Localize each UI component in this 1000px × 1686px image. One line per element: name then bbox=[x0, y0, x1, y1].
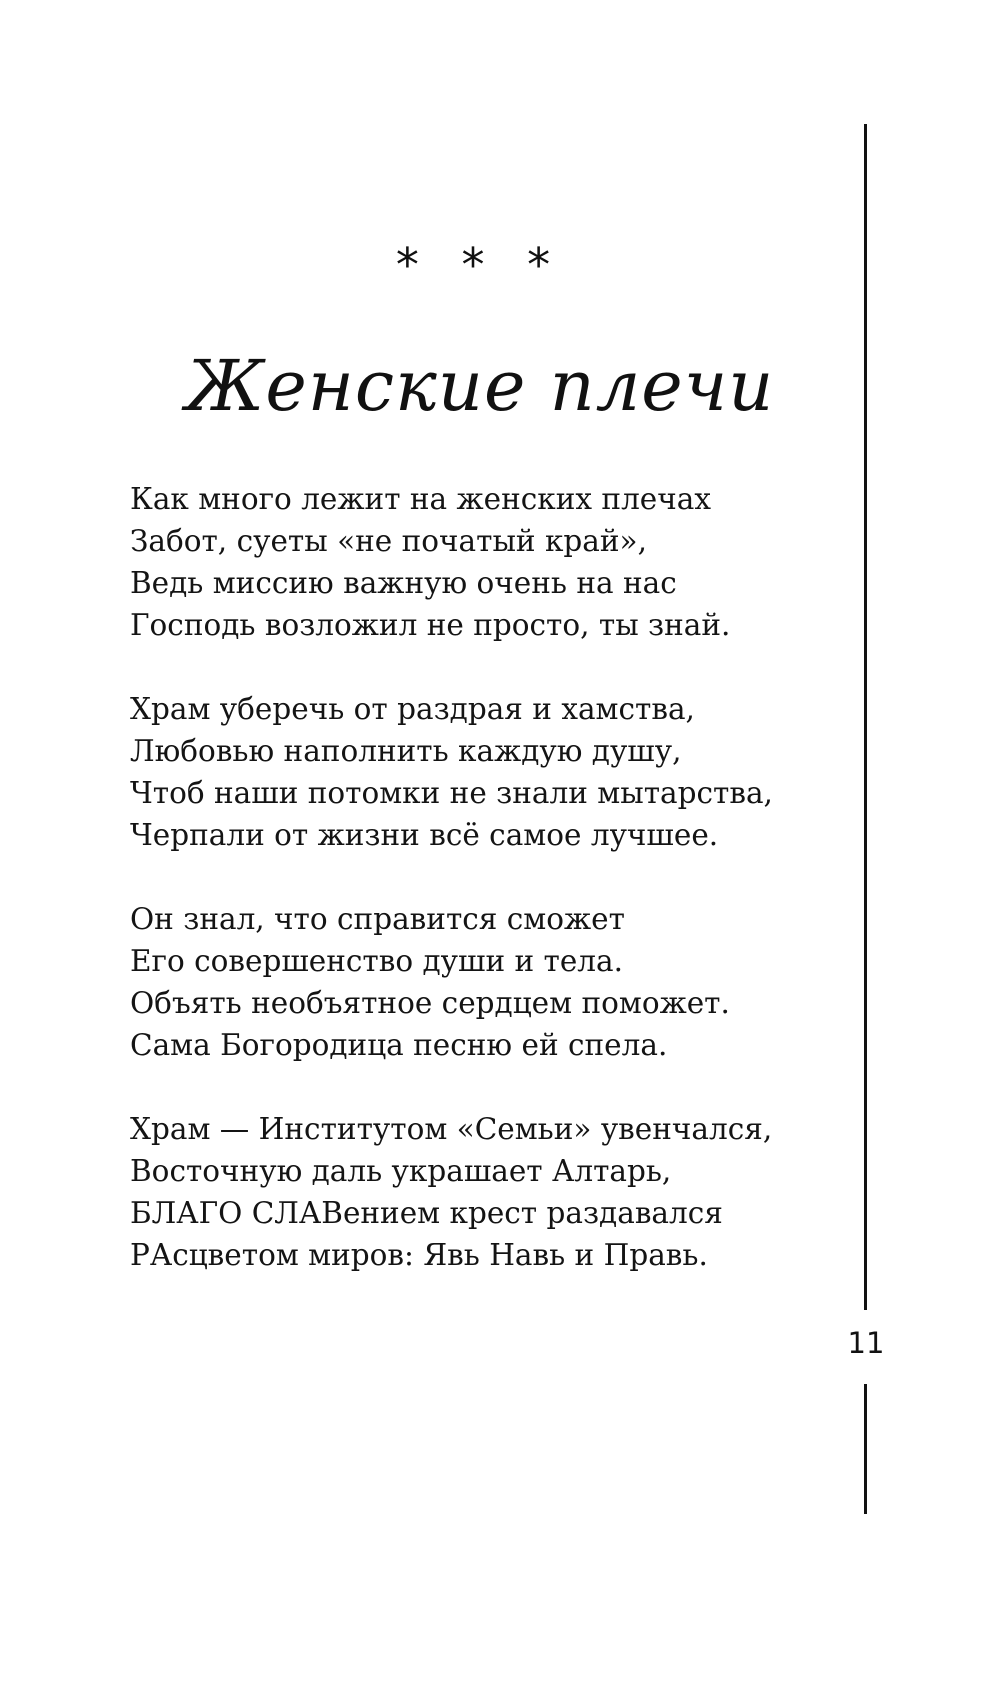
poem-title: Женские плечи bbox=[185, 345, 775, 427]
poem-line: Господь возложил не просто, ты знай. bbox=[130, 608, 731, 642]
stanza-2 bbox=[130, 688, 830, 856]
poem-line: Храм — Институтом «Семьи» увенчался, bbox=[130, 1112, 773, 1146]
poem-line: РАсцветом миров: Явь Навь и Правь. bbox=[130, 1238, 708, 1272]
stanza-3 bbox=[130, 898, 830, 1066]
stanza-4 bbox=[130, 1108, 830, 1276]
stanza-1 bbox=[130, 478, 830, 646]
page-number: 11 bbox=[847, 1326, 885, 1360]
poem-body bbox=[130, 478, 830, 1318]
poem-line: БЛАГО СЛАВением крест раздавался bbox=[130, 1196, 723, 1230]
poem-line: Ведь миссию важную очень на нас bbox=[130, 566, 677, 600]
poem-line: Храм уберечь от раздрая и хамства, bbox=[130, 692, 695, 726]
poem-line: Сама Богородица песню ей спела. bbox=[130, 1028, 668, 1062]
poem-line: Объять необъятное сердцем поможет. bbox=[130, 986, 730, 1020]
poem-line: Его совершенство души и тела. bbox=[130, 944, 624, 978]
margin-rule-bottom bbox=[864, 1384, 867, 1514]
poem-line: Любовью наполнить каждую душу, bbox=[130, 734, 682, 768]
asterism-ornament: * * * bbox=[395, 238, 565, 292]
poem-line: Забот, суеты «не початый край», bbox=[130, 524, 647, 558]
poem-line: Как много лежит на женских плечах bbox=[130, 482, 711, 516]
poem-line: Восточную даль украшает Алтарь, bbox=[130, 1154, 672, 1188]
poem-line: Черпали от жизни всё самое лучшее. bbox=[130, 818, 719, 852]
margin-rule-top bbox=[864, 124, 867, 1310]
poem-line: Чтоб наши потомки не знали мытарства, bbox=[130, 776, 773, 810]
poem-line: Он знал, что справится сможет bbox=[130, 902, 625, 936]
